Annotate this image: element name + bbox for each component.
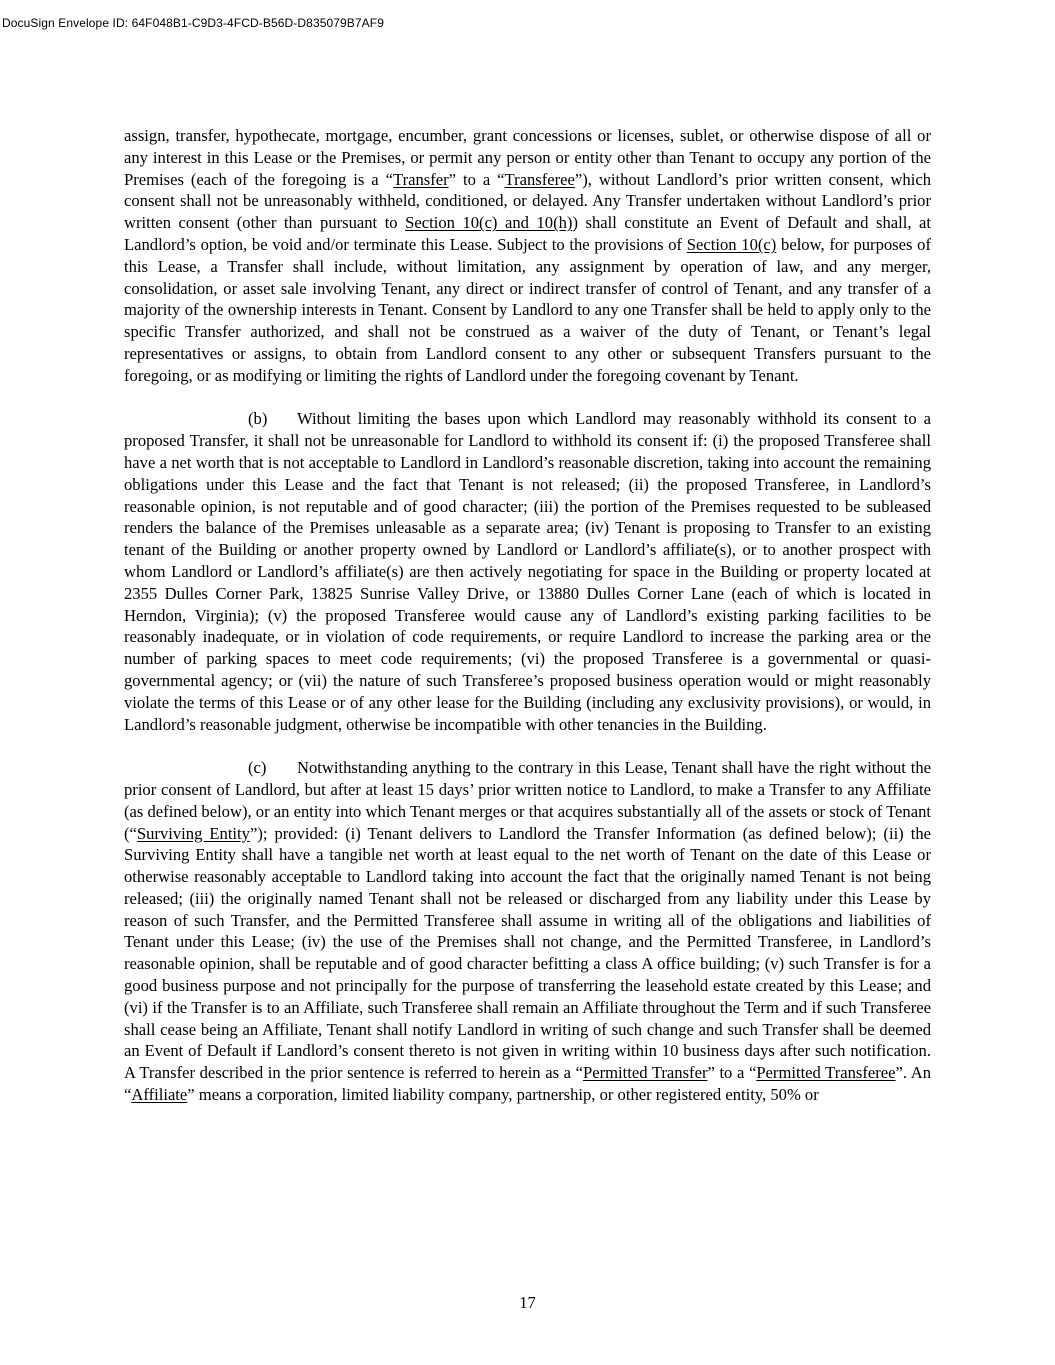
paragraph-a: assign, transfer, hypothecate, mortgage, encumber, grant concessions or licenses, sublet, or otherwise dispose of all or any interest in this Lease or the Premises, or permit any person or entity other than Tenant to occupy any portion of the Premises (each of the foregoing is a “Transfer” to a “Transferee”), without Landlord’s prior written consent, which consent shall not be unreasonably withheld, conditioned, or delayed. Any Transfer undertaken without Landlord’s prior written consent (other than pursuant to Section 10(c) and 10(h)) shall constitute an Event of Default and shall, at Landlord’s option, be void and/or terminate this Lease. Subject to the provisions of Section 10(c) below, for purposes of this Lease, a Transfer shall include, without limitation, any assignment by operation of law, and any merger, consolidation, or asset sale involving Tenant, any direct or indirect transfer of control of Tenant, and any transfer of a majority of the ownership interests in Tenant. Consent by Landlord to any one Transfer shall be held to apply only to the specific Transfer authorized, and shall not be construed as a waiver of the duty of Tenant, or Tenant’s legal representatives or assigns, to obtain from Landlord consent to any other or subsequent Transfers pursuant to the foregoing, or as modifying or limiting the rights of Landlord under the foregoing covenant by Tenant.	[124, 126, 931, 385]
paragraph-c-label: (c)	[248, 758, 267, 778]
defined-term-transferee: Transferee	[504, 169, 575, 189]
paragraph-c: (c) Notwithstanding anything to the contrary in this Lease, Tenant shall have the right without the prior consent of Landlord, but after at least 15 days’ prior written notice to Landlord, to make a Transfer to any Affiliate (as defined below), or an entity into which Tenant merges or that acquires substantially all of the assets or stock of Tenant (“Surviving Entity”); provided: (i) Tenant delivers to Landlord the Transfer Information (as defined below); (ii) the Surviving Entity shall have a tangible net worth at least equal to the net worth of Tenant on the date of this Lease or otherwise reasonably acceptable to Landlord taking into account the fact that the originally named Tenant is not being released; (iii) the originally named Tenant shall not be released or discharged from any liability under this Lease by reason of such Transfer, and the Permitted Transferee shall assume in writing all of the obligations and liabilities of Tenant under this Lease; (iv) the use of the Premises shall not change, and the Permitted Transferee, in Landlord’s reasonable opinion, shall be reputable and of good character befitting a class A office building; (v) such Transfer is for a good business purpose and not principally for the purpose of transferring the leasehold estate created by this Lease; and (vi) if the Transfer is to an Affiliate, such Transferee shall remain an Affiliate throughout the Term and if such Transferee shall cease being an Affiliate, Tenant shall notify Landlord in writing of such change and such Transfer shall be deemed an Event of Default if Landlord’s consent thereto is not given in writing within 10 business days after such notification. A Transfer described in the prior sentence is referred to herein as a “Permitted Transfer” to a “Permitted Transferee”. An “Affiliate” means a corporation, limited liability company, partnership, or other registered entity, 50% or	[124, 758, 932, 1105]
section-reference-10c-10h: Section 10(c) and 10(h)	[405, 213, 573, 233]
document-body	[124, 125, 931, 1128]
page-number: 17	[519, 1293, 536, 1312]
defined-term-affiliate: Affiliate	[131, 1085, 188, 1105]
paragraph-b-label: (b)	[248, 409, 268, 429]
defined-term-transfer: Transfer	[393, 169, 449, 189]
docusign-envelope-id: DocuSign Envelope ID: 64F048B1-C9D3-4FCD-B56D-D835079B7AF9	[2, 16, 384, 30]
paragraph-b	[124, 408, 931, 735]
defined-term-permitted-transfer: Permitted Transfer	[583, 1063, 708, 1083]
defined-term-permitted-transferee: Permitted Transferee	[756, 1063, 896, 1083]
defined-term-surviving-entity: Surviving Entity	[136, 823, 250, 843]
section-reference-10c: Section 10(c)	[686, 234, 777, 254]
paragraph-b-text: Without limiting the bases upon which Landlord may reasonably withhold its consent to a proposed Transfer, it shall not be unreasonable for Landlord to withhold its consent if: (i) the proposed Transferee shall have a net worth that is not acceptable to Landlord in Landlord’s reasonable discretion, taking into account the remaining obligations under this Lease and the fact that Tenant is not released; (ii) the proposed Transferee, in Landlord’s reasonable opinion, is not reputable and of good character; (iii) the portion of the Premises requested to be subleased renders the balance of the Premises unleasable as a separate area; (iv) Tenant is proposing to Transfer to an existing tenant of the Building or another property owned by Landlord or Landlord’s affiliate(s), or to another prospect with whom Landlord or Landlord’s affiliate(s) are then actively negotiating for space in the Building or property located at 2355 Dulles Corner Park, 13825 Sunrise Valley Drive, or 13880 Dulles Corner Lane (each of which is located in Herndon, Virginia); (v) the proposed Transferee would cause any of Landlord’s existing parking facilities to be reasonably inadequate, or in violation of code requirements, or require Landlord to increase the parking area or the number of parking spaces to meet code requirements; (vi) the proposed Transferee is a governmental or quasi-governmental agency; or (vii) the nature of such Transferee’s proposed business operation would or might reasonably violate the terms of this Lease or of any other lease for the Building (including any exclusivity provisions), or would, in Landlord’s reasonable judgment, otherwise be incompatible with other tenancies in the Building.	[124, 409, 931, 734]
